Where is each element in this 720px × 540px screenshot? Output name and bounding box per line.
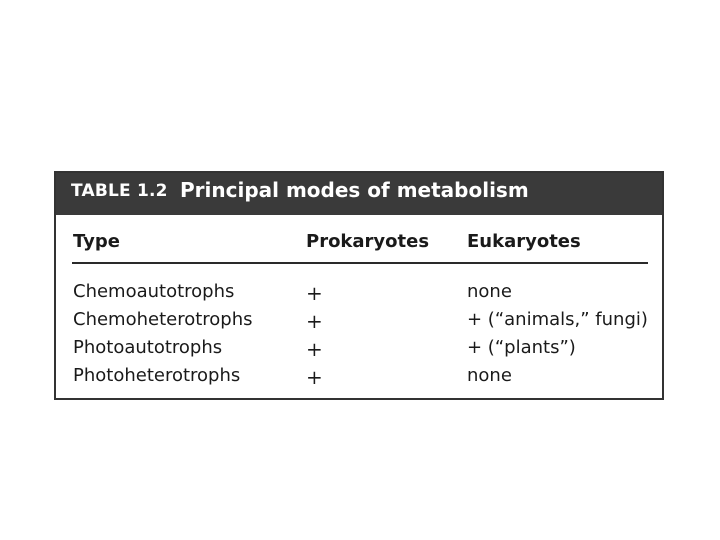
- cell-eukaryotes: none: [467, 365, 512, 386]
- cell-type: Chemoheterotrophs: [73, 309, 253, 330]
- metabolism-table: [54, 171, 664, 400]
- table-caption: Principal modes of metabolism: [180, 178, 529, 202]
- cell-eukaryotes: none: [467, 281, 512, 302]
- header-divider: [72, 262, 648, 264]
- cell-type: Photoautotrophs: [73, 337, 223, 358]
- column-header-type: Type: [73, 231, 120, 252]
- column-header-eukaryotes: Eukaryotes: [467, 231, 581, 252]
- cell-type: Chemoautotrophs: [73, 281, 235, 302]
- table-number: TABLE 1.2: [71, 181, 168, 201]
- column-header-prokaryotes: Prokaryotes: [306, 231, 430, 252]
- table-row: [56, 309, 662, 337]
- cell-type: Photoheterotrophs: [73, 365, 241, 386]
- cell-eukaryotes: + (“plants”): [467, 337, 576, 358]
- table-row: [56, 337, 662, 365]
- cell-prokaryotes: +: [306, 337, 323, 361]
- table-title-bar: [56, 173, 662, 215]
- table-row: [56, 281, 662, 309]
- cell-eukaryotes: + (“animals,” fungi): [467, 309, 648, 330]
- cell-prokaryotes: +: [306, 281, 323, 305]
- cell-prokaryotes: +: [306, 365, 323, 389]
- table-row: [56, 365, 662, 393]
- cell-prokaryotes: +: [306, 309, 323, 333]
